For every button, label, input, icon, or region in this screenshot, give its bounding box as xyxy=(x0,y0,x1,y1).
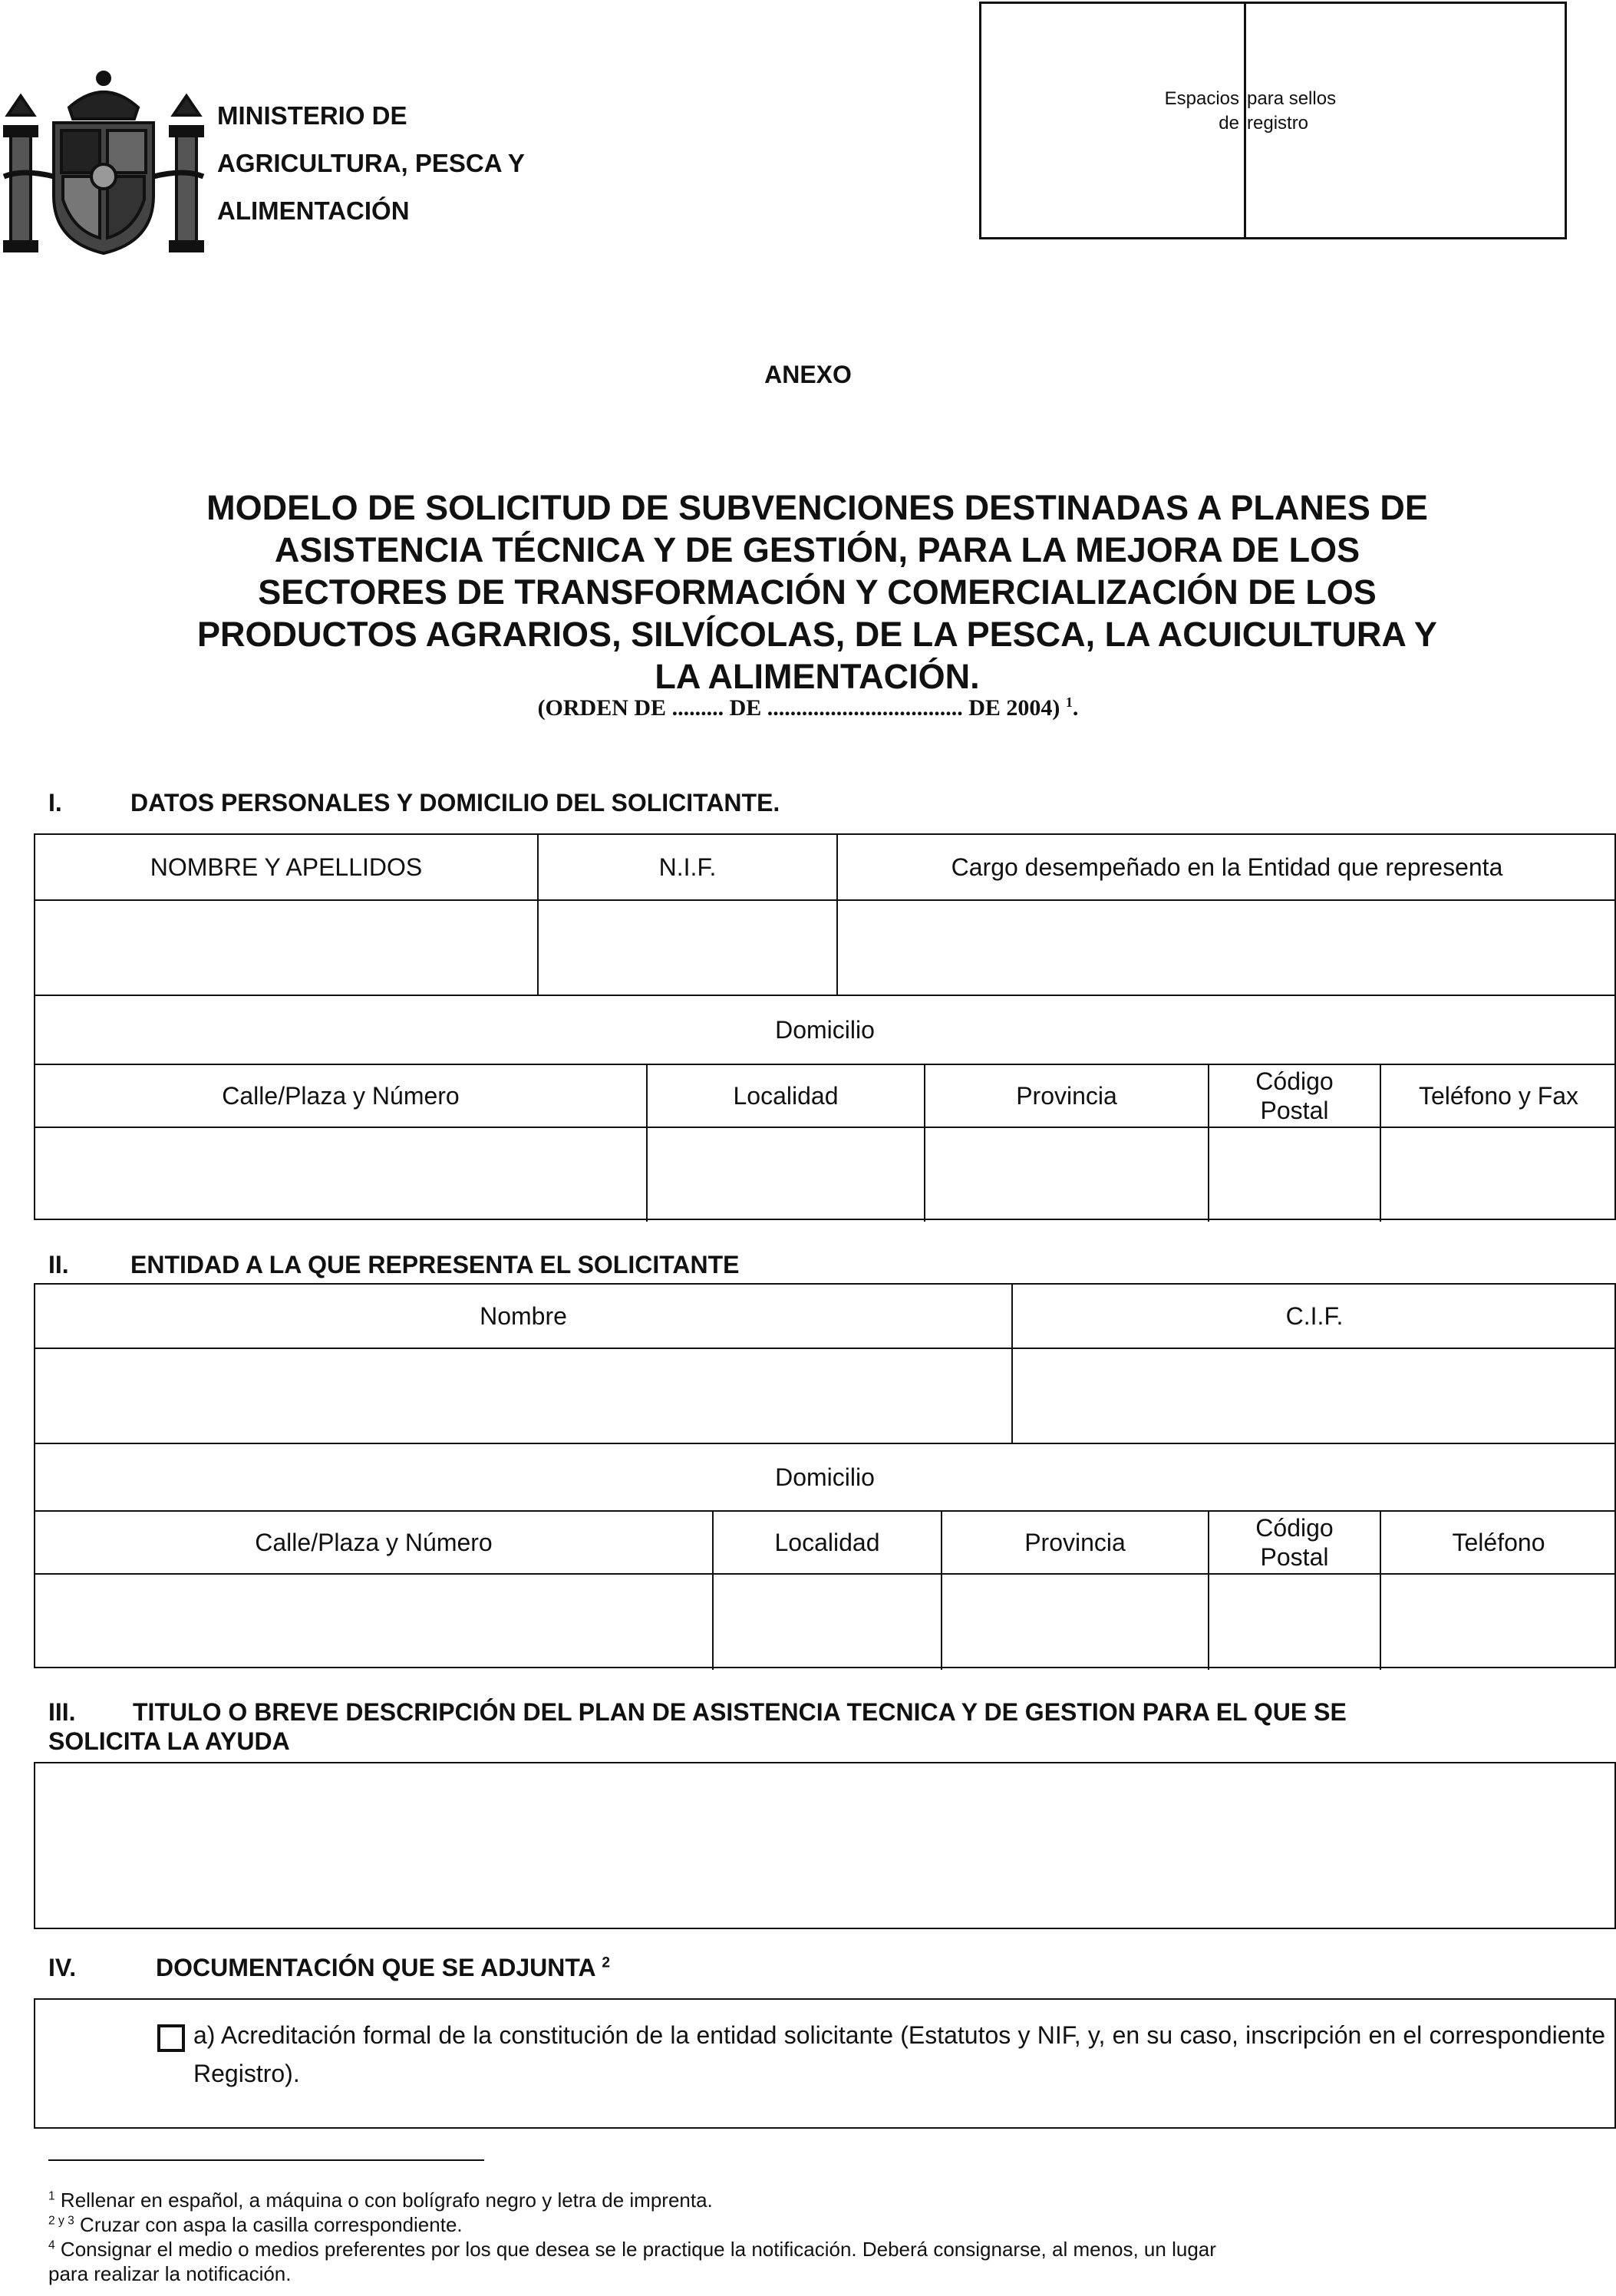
ministry-line-2: AGRICULTURA, PESCA Y xyxy=(217,149,525,177)
footnote-1-text: Rellenar en español, a máquina o con bolígrafo negro y letra de imprenta. xyxy=(54,2189,713,2212)
input-entidad-telefono[interactable] xyxy=(1381,1575,1616,1668)
stamp-text-left-1: Espacios xyxy=(1164,88,1239,109)
title-line-3: SECTORES DE TRANSFORMACIÓN Y COMERCIALIZACIÓN DE LOS xyxy=(258,572,1377,612)
stamp-divider xyxy=(1244,4,1246,237)
footnote-1 xyxy=(48,2189,713,2212)
title-line-1: MODELO DE SOLICITUD DE SUBVENCIONES DESTINADAS A PLANES DE xyxy=(206,488,1428,527)
input-codigo-postal[interactable] xyxy=(1209,1128,1380,1220)
input-localidad[interactable] xyxy=(648,1128,924,1220)
ministry-line-1: MINISTERIO DE xyxy=(217,101,407,130)
stamp-text-right-1: para sellos xyxy=(1247,88,1337,109)
section-1-title: DATOS PERSONALES Y DOMICILIO DEL SOLICITANTE. xyxy=(130,789,780,816)
header-entidad-calle: Calle/Plaza y Número xyxy=(255,1529,493,1556)
footnote-4-mark: 4 xyxy=(48,2238,55,2252)
footnote-4-continued: para realizar la notificación. xyxy=(48,2262,292,2285)
section-2-table xyxy=(34,1283,1616,1668)
section-2-heading xyxy=(48,1251,740,1279)
header-codigo-line-2: Postal xyxy=(1260,1097,1329,1124)
title-line-4: PRODUCTOS AGRARIOS, SILVÍCOLAS, DE LA PESCA, LA ACUICULTURA Y xyxy=(197,615,1437,654)
header-entidad-codigo-line-1: Código xyxy=(1255,1514,1334,1542)
input-telefono-fax[interactable] xyxy=(1381,1128,1616,1220)
input-entidad-provincia[interactable] xyxy=(942,1575,1208,1668)
input-entidad-localidad[interactable] xyxy=(714,1575,941,1668)
header-provincia: Provincia xyxy=(1016,1082,1117,1110)
header-calle: Calle/Plaza y Número xyxy=(222,1082,460,1110)
section-4-footnote-mark: 2 xyxy=(602,1955,611,1971)
order-reference xyxy=(0,695,1616,721)
input-entidad-calle[interactable] xyxy=(35,1575,712,1668)
section-2-number: II. xyxy=(48,1251,69,1278)
header-entidad-codigo-line-2: Postal xyxy=(1260,1543,1329,1571)
section-1-table xyxy=(34,833,1616,1220)
header-localidad: Localidad xyxy=(733,1082,839,1110)
header-cargo: Cargo desempeñado en la Entidad que representa xyxy=(951,853,1503,881)
doc-a-checkbox[interactable] xyxy=(157,2024,185,2052)
footnote-2 xyxy=(48,2213,463,2236)
stamp-text-right-2: registro xyxy=(1247,113,1309,134)
input-nombre-apellidos[interactable] xyxy=(35,901,537,995)
header-codigo-postal xyxy=(1209,1065,1380,1127)
doc-a-label: a) Acreditación formal de la constitución de la entidad solicitante (Estatutos y NIF, y, en su caso, inscripción en el correspondiente Registro). xyxy=(193,2021,1605,2087)
header-entidad-codigo-postal xyxy=(1209,1512,1380,1573)
footnote-4 xyxy=(48,2238,1216,2261)
footnote-1-mark: 1 xyxy=(48,2189,55,2203)
section-4-number: IV. xyxy=(48,1954,77,1981)
header-cif: C.I.F. xyxy=(1285,1302,1344,1330)
input-cargo[interactable] xyxy=(838,901,1616,995)
header-domicilio: Domicilio xyxy=(775,1016,875,1044)
coat-of-arms-icon xyxy=(0,61,207,261)
order-end: . xyxy=(1072,695,1079,721)
section-1-heading xyxy=(48,789,780,817)
ministry-name xyxy=(217,92,525,235)
input-entidad-nombre[interactable] xyxy=(35,1349,1011,1443)
section-3-heading xyxy=(48,1697,1614,1756)
header-entidad-telefono: Teléfono xyxy=(1452,1529,1545,1556)
order-footnote-mark: 1 xyxy=(1065,694,1073,710)
input-provincia[interactable] xyxy=(925,1128,1208,1220)
registry-stamp-box xyxy=(979,2,1567,239)
input-nif[interactable] xyxy=(539,901,836,995)
input-entidad-codigo-postal[interactable] xyxy=(1209,1575,1380,1668)
plan-description-input[interactable] xyxy=(34,1762,1616,1929)
footnote-2-text: Cruzar con aspa la casilla correspondiente. xyxy=(74,2213,463,2236)
annex-heading: ANEXO xyxy=(764,361,852,388)
form-title xyxy=(130,487,1504,698)
section-1-number: I. xyxy=(48,789,62,816)
stamp-text-left-2: de xyxy=(1219,113,1239,134)
order-text: (ORDEN DE ......... DE .................................. DE 2004) xyxy=(537,695,1060,721)
header-codigo-line-1: Código xyxy=(1255,1067,1334,1095)
header-entidad-provincia: Provincia xyxy=(1024,1529,1126,1556)
input-calle[interactable] xyxy=(35,1128,646,1220)
footnote-2-mark: 2 y 3 xyxy=(48,2214,74,2228)
section-4-heading xyxy=(48,1954,611,1982)
section-3-number: III. xyxy=(48,1698,76,1726)
section-2-title: ENTIDAD A LA QUE REPRESENTA EL SOLICITANTE xyxy=(130,1251,740,1278)
section-4-title: DOCUMENTACIÓN QUE SE ADJUNTA xyxy=(156,1954,595,1981)
header-entidad-nombre: Nombre xyxy=(480,1302,567,1330)
header-telefono-fax: Teléfono y Fax xyxy=(1418,1082,1579,1110)
header-nombre-apellidos: NOMBRE Y APELLIDOS xyxy=(150,853,423,881)
section-3-title-line-1: TITULO O BREVE DESCRIPCIÓN DEL PLAN DE ASISTENCIA TECNICA Y DE GESTION PARA EL QUE SE xyxy=(133,1698,1347,1726)
footnote-4-text: Consignar el medio o medios preferentes por los que desea se le practique la notificación. Deberá consignarse, al menos, un lugar xyxy=(54,2238,1216,2261)
title-line-2: ASISTENCIA TÉCNICA Y DE GESTIÓN, PARA LA MEJORA DE LOS xyxy=(274,530,1360,569)
footnote-rule xyxy=(48,2159,484,2161)
section-3-title-line-2: SOLICITA LA AYUDA xyxy=(48,1727,290,1755)
input-cif[interactable] xyxy=(1013,1349,1616,1443)
header-entidad-domicilio: Domicilio xyxy=(775,1463,875,1491)
header-entidad-localidad: Localidad xyxy=(774,1529,880,1556)
header-nif: N.I.F. xyxy=(658,853,717,881)
ministry-line-3: ALIMENTACIÓN xyxy=(217,196,410,225)
title-line-5: LA ALIMENTACIÓN. xyxy=(655,657,980,696)
